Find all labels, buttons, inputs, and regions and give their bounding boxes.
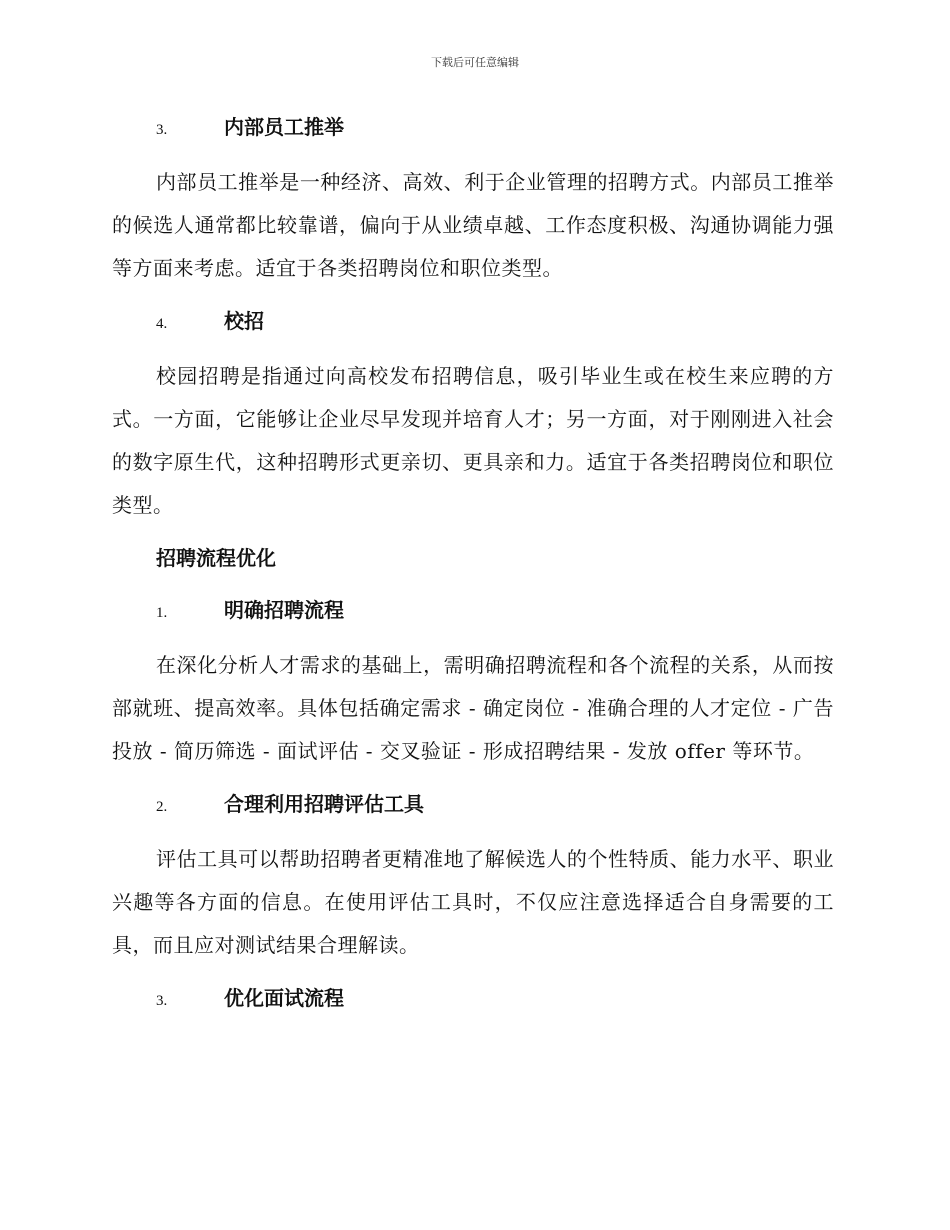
heading-number: 3. [156, 993, 168, 1009]
document-body [112, 106, 834, 1032]
heading-title: 校招 [224, 309, 264, 333]
heading-optimize-interview [112, 977, 834, 1022]
heading-title: 合理利用招聘评估工具 [224, 792, 424, 816]
section-title-process-optimization: 招聘流程优化 [156, 546, 276, 570]
heading-clarify-process [112, 589, 834, 634]
heading-number: 4. [156, 316, 168, 332]
heading-campus-recruiting [112, 300, 834, 345]
heading-number: 1. [156, 605, 168, 621]
heading-title: 内部员工推举 [224, 115, 344, 139]
heading-number: 3. [156, 122, 168, 138]
heading-internal-referral [112, 106, 834, 151]
heading-title: 优化面试流程 [224, 986, 344, 1010]
page-header: 下载后可任意编辑 [431, 56, 519, 69]
heading-number: 2. [156, 799, 168, 815]
heading-title: 明确招聘流程 [224, 598, 344, 622]
paragraph-assessment-tools: 评估工具可以帮助招聘者更精准地了解候选人的个性特质、能力水平、职业兴趣等各方面的信息。在使用评估工具时，不仅应注意选择适合自身需要的工具，而且应对测试结果合理解读。 [112, 847, 834, 957]
heading-assessment-tools [112, 783, 834, 828]
paragraph-internal-referral: 内部员工推举是一种经济、高效、利于企业管理的招聘方式。内部员工推举的候选人通常都比较靠谱，偏向于从业绩卓越、工作态度积极、沟通协调能力强等方面来考虑。适宜于各类招聘岗位和职位类型。 [112, 170, 834, 280]
paragraph-campus-recruiting: 校园招聘是指通过向高校发布招聘信息，吸引毕业生或在校生来应聘的方式。一方面，它能够让企业尽早发现并培育人才；另一方面，对于刚刚进入社会的数字原生代，这种招聘形式更亲切、更具亲和力。适宜于各类招聘岗位和职位类型。 [112, 364, 834, 517]
paragraph-clarify-process: 在深化分析人才需求的基础上，需明确招聘流程和各个流程的关系，从而按部就班、提高效率。具体包括确定需求 - 确定岗位 - 准确合理的人才定位 - 广告投放 - 简历筛选 - 面试评估 - 交叉验证 - 形成招聘结果 - 发放 offer 等环节。 [112, 653, 834, 763]
